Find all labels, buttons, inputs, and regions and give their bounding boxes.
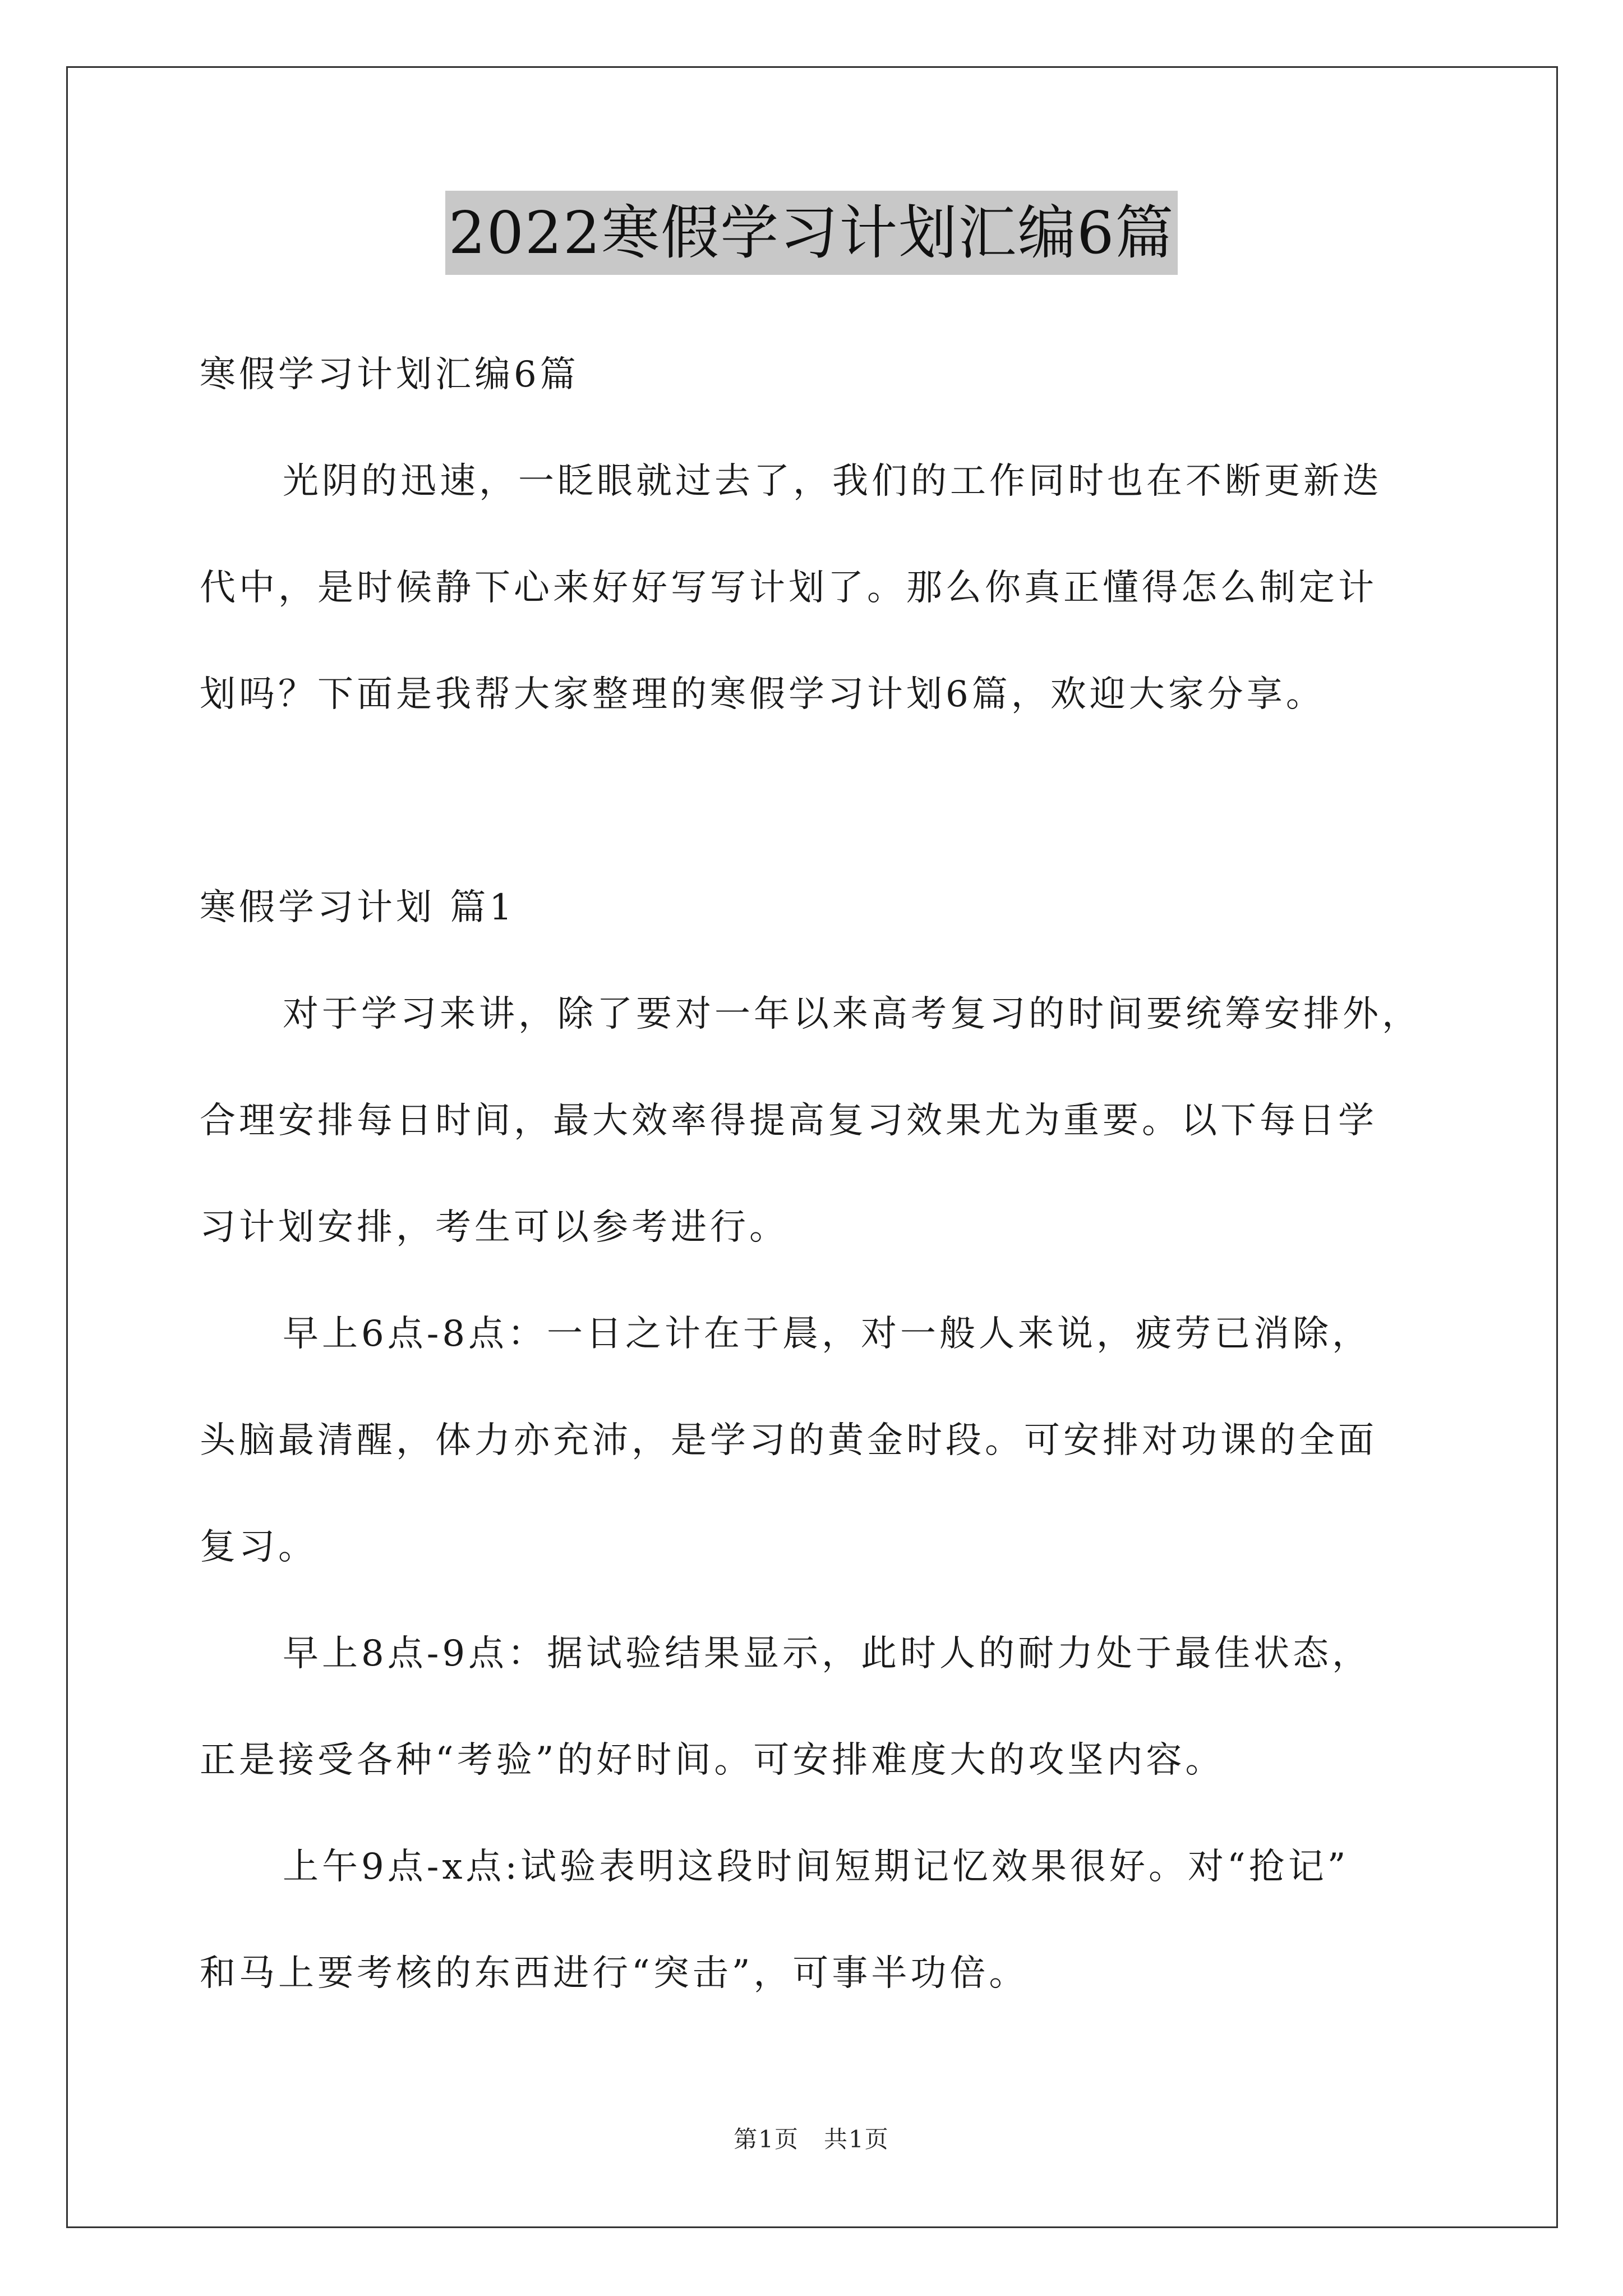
paragraph-4-line-1: 上午9点-x点:试验表明这段时间短期记忆效果很好。对“抢记” (283, 1846, 1349, 1888)
page-footer: 第1页 共1页 (734, 2125, 889, 2153)
paragraph-4-line-2: 和马上要考核的东西进行“突击”，可事半功倍。 (200, 1953, 1029, 1994)
intro-line-1: 光阴的迅速，一眨眼就过去了，我们的工作同时也在不断更新迭 (283, 461, 1382, 502)
paragraph-2-line-3: 复习。 (200, 1526, 317, 1568)
paragraph-1-line-2: 合理安排每日时间，最大效率得提高复习效果尤为重要。以下每日学 (200, 1100, 1377, 1142)
paragraph-3-line-2: 正是接受各种“考验”的好时间。可安排难度大的攻坚内容。 (200, 1740, 1225, 1781)
document-title: 2022寒假学习计划汇编6篇 (445, 191, 1178, 275)
intro-line-3: 划吗？下面是我帮大家整理的寒假学习计划6篇，欢迎大家分享。 (200, 674, 1325, 715)
title-container (0, 191, 1623, 275)
paragraph-1-line-1: 对于学习来讲，除了要对一年以来高考复习的时间要统筹安排外， (283, 993, 1421, 1035)
subtitle-line: 寒假学习计划汇编6篇 (200, 354, 579, 395)
paragraph-3-line-1: 早上8点-9点：据试验结果显示，此时人的耐力处于最佳状态， (283, 1633, 1372, 1674)
section-heading: 寒假学习计划 篇1 (200, 887, 516, 928)
paragraph-2-line-1: 早上6点-8点：一日之计在于晨，对一般人来说，疲劳已消除， (283, 1313, 1372, 1355)
intro-line-2: 代中，是时候静下心来好好写写计划了。那么你真正懂得怎么制定计 (200, 567, 1377, 609)
paragraph-2-line-2: 头脑最清醒，体力亦充沛，是学习的黄金时段。可安排对功课的全面 (200, 1420, 1377, 1461)
paragraph-1-line-3: 习计划安排，考生可以参考进行。 (200, 1207, 789, 1248)
